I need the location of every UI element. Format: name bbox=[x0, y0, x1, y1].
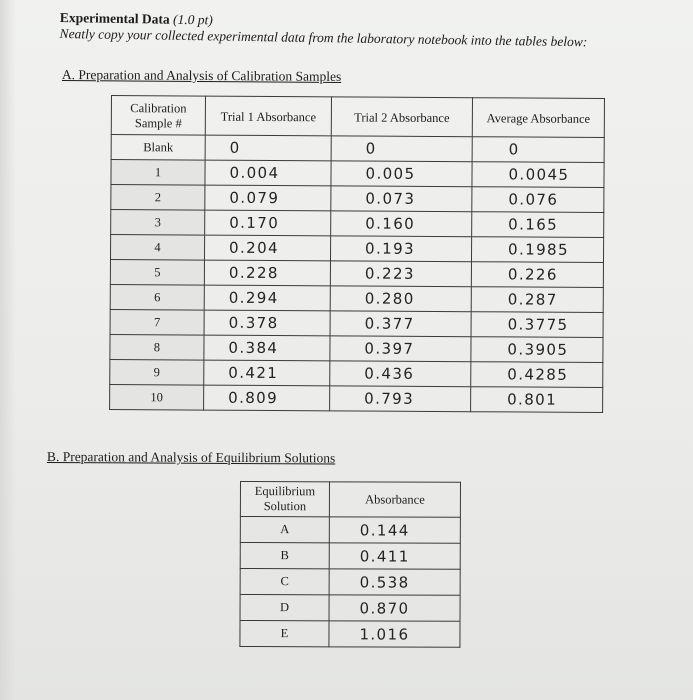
table-row bbox=[240, 595, 460, 622]
absorbance-cell: 0.870 bbox=[329, 595, 460, 621]
solution-label-cell: A bbox=[240, 517, 329, 543]
header-equilibrium-solution: Equilibrium Solution bbox=[240, 482, 329, 517]
trial-2-cell: 0.005 bbox=[331, 161, 472, 187]
average-cell: 0.165 bbox=[472, 212, 604, 238]
trial-1-cell: 0.294 bbox=[204, 285, 330, 311]
title-points: (1.0 pt) bbox=[172, 11, 213, 28]
section-a-title: A. Preparation and Analysis of Calibration Samples bbox=[61, 67, 342, 84]
trial-2-cell: 0.160 bbox=[331, 211, 472, 237]
solution-label-cell: D bbox=[240, 595, 329, 621]
trial-2-cell: 0.397 bbox=[330, 336, 471, 362]
trial-2-cell: 0.193 bbox=[330, 236, 471, 262]
trial-2-cell: 0.073 bbox=[331, 186, 472, 212]
table-row bbox=[110, 235, 603, 263]
sample-number-cell: 7 bbox=[110, 309, 204, 335]
trial-1-cell: 0.204 bbox=[204, 235, 330, 261]
table-row bbox=[240, 569, 460, 596]
header-absorbance: Absorbance bbox=[329, 482, 460, 517]
blank-row bbox=[111, 135, 604, 163]
trial-1-cell: 0.809 bbox=[204, 385, 330, 411]
sample-number-cell: 9 bbox=[110, 359, 204, 385]
absorbance-cell: 0.411 bbox=[329, 543, 460, 569]
average-cell: 0.1985 bbox=[471, 237, 603, 263]
header-trial-1: Trial 1 Absorbance bbox=[205, 96, 331, 136]
table-row bbox=[111, 185, 604, 213]
blank-trial-2: 0 bbox=[331, 136, 472, 162]
equilibrium-header-row bbox=[240, 482, 460, 518]
table-row bbox=[110, 334, 603, 362]
page-shadow-edge bbox=[0, 0, 16, 700]
table-row bbox=[110, 309, 603, 337]
trial-2-cell: 0.280 bbox=[330, 286, 471, 312]
equilibrium-table bbox=[239, 481, 461, 648]
average-cell: 0.4285 bbox=[471, 362, 603, 388]
blank-average: 0 bbox=[472, 137, 604, 163]
average-cell: 0.801 bbox=[471, 387, 603, 413]
sample-number-cell: 10 bbox=[110, 384, 204, 410]
table-row bbox=[110, 284, 603, 312]
trial-1-cell: 0.228 bbox=[204, 260, 330, 286]
absorbance-cell: 0.538 bbox=[329, 569, 460, 595]
table-row bbox=[240, 543, 460, 570]
trial-2-cell: 0.793 bbox=[330, 386, 471, 412]
blank-label: Blank bbox=[111, 135, 205, 161]
header-average: Average Absorbance bbox=[472, 98, 604, 138]
table-row bbox=[111, 160, 604, 188]
section-b-title: B. Preparation and Analysis of Equilibrium Solutions bbox=[46, 449, 336, 466]
table-row bbox=[111, 210, 604, 238]
sample-number-cell: 6 bbox=[110, 284, 204, 310]
trial-1-cell: 0.378 bbox=[204, 310, 330, 336]
table-row bbox=[240, 621, 460, 648]
sample-number-cell: 3 bbox=[111, 210, 205, 236]
header-trial-2: Trial 2 Absorbance bbox=[331, 97, 472, 137]
average-cell: 0.287 bbox=[471, 287, 603, 313]
trial-1-cell: 0.079 bbox=[205, 185, 331, 211]
calibration-header-row bbox=[111, 96, 604, 138]
trial-2-cell: 0.223 bbox=[330, 261, 471, 287]
average-cell: 0.3905 bbox=[471, 337, 603, 363]
solution-label-cell: C bbox=[240, 569, 329, 595]
absorbance-cell: 0.144 bbox=[329, 517, 460, 543]
calibration-table bbox=[109, 95, 605, 413]
absorbance-cell: 1.016 bbox=[329, 621, 460, 647]
trial-1-cell: 0.004 bbox=[205, 160, 331, 186]
table-row bbox=[110, 384, 603, 412]
trial-1-cell: 0.421 bbox=[204, 360, 330, 386]
average-cell: 0.0045 bbox=[472, 162, 604, 188]
blank-trial-1: 0 bbox=[205, 135, 331, 161]
solution-label-cell: E bbox=[240, 621, 329, 647]
header-sample-number: Calibration Sample # bbox=[111, 96, 205, 136]
trial-2-cell: 0.436 bbox=[330, 361, 471, 387]
title-text: Experimental Data bbox=[59, 10, 170, 27]
sample-number-cell: 2 bbox=[111, 185, 205, 211]
sample-number-cell: 5 bbox=[110, 260, 204, 286]
trial-2-cell: 0.377 bbox=[330, 311, 471, 337]
solution-label-cell: B bbox=[240, 543, 329, 569]
table-row bbox=[110, 359, 603, 387]
table-row bbox=[240, 517, 460, 544]
sample-number-cell: 1 bbox=[111, 160, 205, 186]
sample-number-cell: 8 bbox=[110, 334, 204, 360]
average-cell: 0.076 bbox=[472, 187, 604, 213]
average-cell: 0.3775 bbox=[471, 312, 603, 338]
average-cell: 0.226 bbox=[471, 262, 603, 288]
instructions-text: Neatly copy your collected experimental data from the laboratory notebook into the tables below: bbox=[59, 25, 588, 50]
trial-1-cell: 0.170 bbox=[205, 210, 331, 236]
sample-number-cell: 4 bbox=[110, 235, 204, 261]
trial-1-cell: 0.384 bbox=[204, 335, 330, 361]
table-row bbox=[110, 260, 603, 288]
